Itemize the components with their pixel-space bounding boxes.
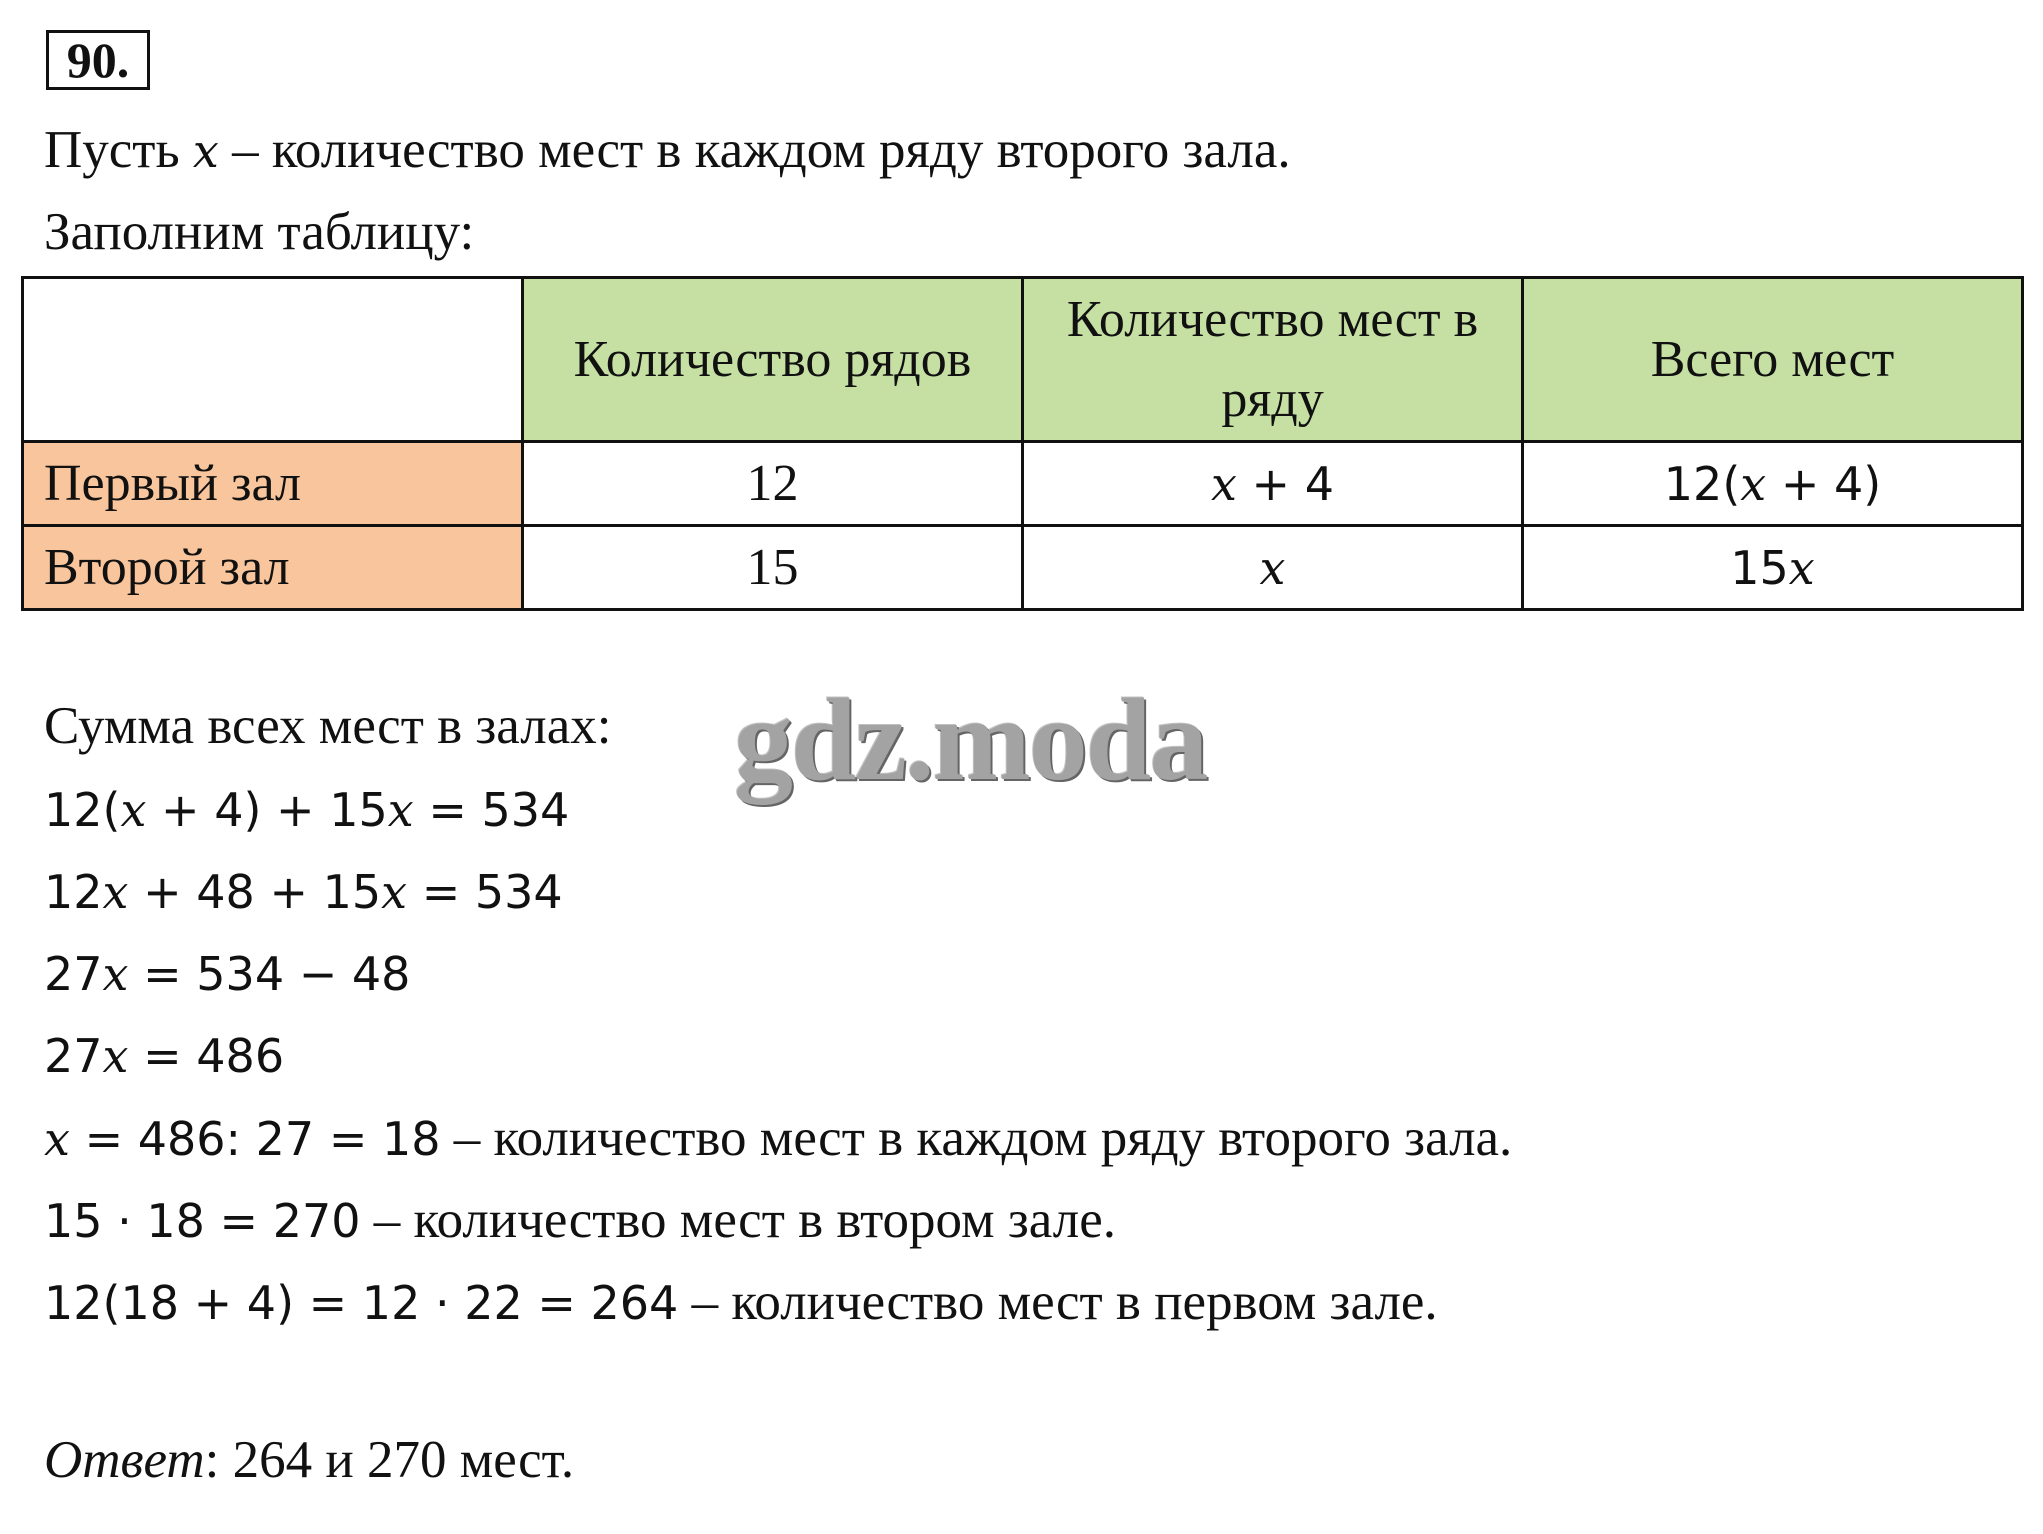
intro-text-b: – количество мест в каждом ряду второго зала. — [218, 121, 1291, 179]
equation-line-6: 15 · 18 = 270 – количество мест в втором зале. — [44, 1191, 1116, 1249]
data-table — [21, 276, 2024, 611]
equation-line-3: 27x = 534 − 48 — [44, 947, 411, 1001]
row-label-second-hall: Второй зал — [23, 526, 523, 610]
cell-total: 15x — [1523, 526, 2023, 610]
cell-per-row: x + 4 — [1023, 442, 1523, 526]
cell-rows-count: 15 — [523, 526, 1023, 610]
equation-line-1: 12(x + 4) + 15x = 534 — [44, 783, 570, 837]
equation-line-7 — [44, 1272, 1438, 1333]
table-row — [23, 526, 2023, 610]
equation-line-2: 12x + 48 + 15x = 534 — [44, 865, 563, 919]
answer-text: : 264 и 270 мест. — [204, 1431, 575, 1489]
intro-variable: x — [192, 124, 219, 178]
intro-line-2: Заполним таблицу: — [44, 203, 475, 261]
equation-line-4: 27x = 486 — [44, 1029, 285, 1083]
row-label-first-hall: Первый зал — [23, 442, 523, 526]
table-row — [23, 442, 2023, 526]
table-header-per-row: Количество мест в ряду — [1023, 278, 1523, 442]
table-header-total: Всего мест — [1523, 278, 2023, 442]
equation-7-text: 12(18 + 4) = 12 · 22 = 264 — [44, 1276, 679, 1330]
cell-per-row: x — [1023, 526, 1523, 610]
comment-2: – количество мест в втором зале. — [360, 1191, 1116, 1249]
comment-3: – количество мест в первом зале. — [678, 1273, 1438, 1331]
intro-text-a: Пусть — [44, 121, 193, 179]
answer-label: Ответ — [44, 1431, 205, 1489]
watermark-logo: gdz.moda — [734, 674, 1207, 805]
answer-line — [44, 1430, 574, 1490]
table-header-rows: Количество рядов — [523, 278, 1023, 442]
problem-number: 90. — [46, 30, 150, 90]
cell-total: 12(x + 4) — [1523, 442, 2023, 526]
table-header-row — [23, 278, 2023, 442]
cell-rows-count: 12 — [523, 442, 1023, 526]
sum-label: Сумма всех мест в залах: — [44, 697, 612, 755]
table-header-empty — [23, 278, 523, 442]
equation-line-5: x = 486: 27 = 18 – количество мест в каждом ряду второго зала. — [44, 1109, 1513, 1167]
intro-line-1 — [44, 120, 1291, 181]
comment-1: – количество мест в каждом ряду второго зала. — [440, 1109, 1513, 1167]
